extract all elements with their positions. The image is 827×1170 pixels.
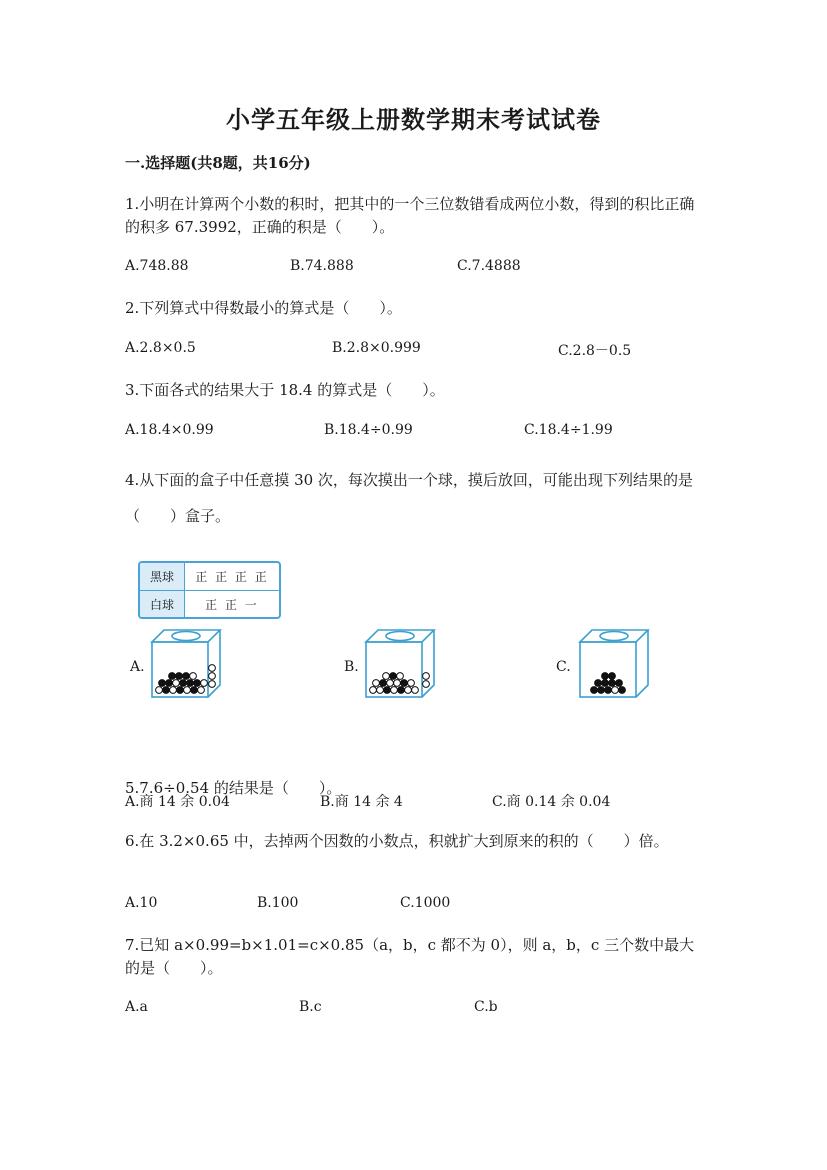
q3-option-c[interactable]: C.18.4÷1.99: [524, 422, 613, 438]
page-title: 小学五年级上册数学期末考试试卷: [226, 105, 601, 134]
q6-option-c[interactable]: C.1000: [400, 895, 451, 911]
q5-option-a[interactable]: A.商 14 余 0.04: [125, 794, 230, 810]
q5-option-b[interactable]: B.商 14 余 4: [320, 794, 403, 810]
q1-option-a[interactable]: A.748.88: [125, 258, 189, 274]
q1-option-c[interactable]: C.7.4888: [457, 258, 521, 274]
black-ball-label: 黑球: [140, 563, 185, 590]
box-a-image: [150, 628, 224, 700]
question-4: 4.从下面的盒子中任意摸 30 次，每次摸出一个球，摸后放回，可能出现下列结果的是（ ）盒子。: [125, 471, 693, 525]
question-7: 7.已知 a×0.99=b×1.01=c×0.85（a，b，c 都不为 0），则 a，b，c 三个数中最大的是（ ）。: [125, 936, 695, 977]
q3-option-b[interactable]: B.18.4÷0.99: [324, 422, 413, 438]
black-ball-tally: 正 正 正 正: [195, 570, 269, 584]
q2-option-b[interactable]: B.2.8×0.999: [332, 340, 421, 356]
box-b-image: [364, 628, 438, 700]
q7-option-c[interactable]: C.b: [474, 999, 498, 1015]
white-ball-label: 白球: [140, 591, 185, 618]
question-6: 6.在 3.2×0.65 中，去掉两个因数的小数点，积就扩大到原来的积的（ ）倍。: [125, 832, 669, 850]
q6-option-a[interactable]: A.10: [125, 895, 158, 911]
q4-option-b[interactable]: B.: [344, 659, 359, 675]
box-c-image: [578, 628, 652, 700]
tally-table: [138, 561, 281, 619]
q4-option-c[interactable]: C.: [556, 659, 571, 675]
question-2: 2.下列算式中得数最小的算式是（ ）。: [125, 299, 402, 317]
question-1: 1.小明在计算两个小数的积时，把其中的一个三位数错看成两位小数，得到的积比正确的积多 67.3992，正确的积是（ ）。: [125, 195, 695, 236]
q2-option-c[interactable]: C.2.8－0.5: [558, 343, 632, 359]
q3-option-a[interactable]: A.18.4×0.99: [125, 422, 214, 438]
q1-option-b[interactable]: B.74.888: [290, 258, 354, 274]
q7-option-b[interactable]: B.c: [299, 999, 322, 1015]
white-ball-tally: 正 正 一: [205, 598, 259, 612]
question-3: 3.下面各式的结果大于 18.4 的算式是（ ）。: [125, 381, 445, 399]
q4-option-a[interactable]: A.: [130, 659, 145, 675]
q2-option-a[interactable]: A.2.8×0.5: [125, 340, 196, 356]
question-5: 5.7.6÷0.54 的结果是（ ）。: [125, 779, 342, 797]
q6-option-b[interactable]: B.100: [257, 895, 299, 911]
section-heading: 一.选择题(共8题，共16分): [125, 154, 311, 172]
q5-option-c[interactable]: C.商 0.14 余 0.04: [492, 794, 611, 810]
q7-option-a[interactable]: A.a: [125, 999, 148, 1015]
